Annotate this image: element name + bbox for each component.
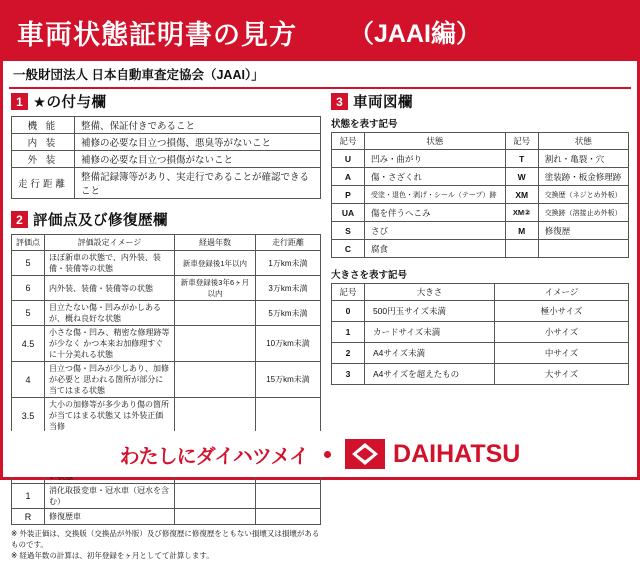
footnotes — [11, 529, 321, 562]
content-area — [3, 89, 637, 562]
table-header-row — [331, 133, 628, 150]
cell-symbol: UA — [331, 204, 364, 222]
cell-image: 目立つ傷・凹みが少しあり、加修が必要と 思われる箇所が部分に当てはまる状態 — [45, 362, 175, 398]
col-header-size-image: イメージ — [494, 284, 628, 301]
cell-image: 小さな傷・凹み、精密な修理跡等が少なく かつ本来お加修理すぐに十分美れる状態 — [45, 326, 175, 362]
table-row — [12, 134, 321, 151]
table-row — [12, 326, 321, 362]
cell-symbol: 1 — [331, 322, 364, 343]
col-header-years: 経過年数 — [174, 235, 255, 251]
cell-state: さび — [364, 222, 505, 240]
cell-score: 6 — [12, 276, 45, 301]
row-value: 整備、保証付きであること — [75, 117, 321, 134]
cell-years — [174, 362, 255, 398]
cell-symbol: 2 — [331, 343, 364, 364]
table-row — [331, 343, 628, 364]
cell-image: 消化取扱変車・冠水車（冠水を含む） — [45, 484, 175, 509]
cell-symbol: U — [331, 150, 364, 168]
cell-size: A4サイズ未満 — [364, 343, 494, 364]
cell-size: カードサイズ未満 — [364, 322, 494, 343]
table-header-row — [12, 235, 321, 251]
cell-km — [255, 509, 320, 525]
state-symbol-table — [331, 132, 629, 258]
section-2-title: 評価点及び修復歴欄 — [33, 213, 168, 229]
col-header-state-1: 状態 — [364, 133, 505, 150]
cell-km: 5万km未満 — [255, 301, 320, 326]
page-header — [3, 3, 637, 61]
page-title: 車両状態証明書の見方 — [17, 19, 297, 50]
table-row — [331, 150, 628, 168]
cell-size: 500円玉サイズ未満 — [364, 301, 494, 322]
table-row — [331, 322, 628, 343]
cell-state: 塗装跡・板金修理跡 — [538, 168, 628, 186]
cell-score: 4 — [12, 362, 45, 398]
cell-km — [255, 484, 320, 509]
cell-km: 1万km未満 — [255, 251, 320, 276]
cell-symbol: W — [505, 168, 538, 186]
row-key: 機 能 — [12, 117, 75, 134]
state-symbols-label: 状態を表す記号 — [330, 119, 398, 130]
cell-years — [174, 301, 255, 326]
cell-symbol: A — [331, 168, 364, 186]
right-column — [331, 89, 629, 562]
table-row — [12, 398, 321, 434]
cell-score: R — [12, 509, 45, 525]
brand-lockup — [345, 439, 520, 469]
table-header-row — [331, 284, 628, 301]
cell-size-image: 極小サイズ — [494, 301, 628, 322]
section-3-title: 車両図欄 — [352, 95, 413, 111]
table-row — [331, 222, 628, 240]
cell-score: 4.5 — [12, 326, 45, 362]
cell-state — [538, 240, 628, 258]
col-header-size-symbol: 記号 — [331, 284, 364, 301]
table-row — [331, 168, 628, 186]
cell-symbol: P — [331, 186, 364, 204]
cell-symbol: XM — [505, 186, 538, 204]
table-row — [331, 364, 628, 385]
cell-state: 受塗・退色・剥げ・シール（テープ）跡 — [364, 186, 505, 204]
page-footer — [3, 431, 637, 477]
table-row — [12, 362, 321, 398]
col-header-km: 走行距離 — [255, 235, 320, 251]
row-value: 補修の必要な目立つ損傷がないこと — [75, 151, 321, 168]
slogan-text: わたしにダイハツメイ — [119, 445, 309, 468]
row-key: 外 装 — [12, 151, 75, 168]
cell-years: 新車登録後1年以内 — [174, 251, 255, 276]
evaluation-score-table — [11, 234, 321, 525]
cell-image: 内外装、装備・装備等の状態 — [45, 276, 175, 301]
cell-state: 傷を伴うへこみ — [364, 204, 505, 222]
row-key: 内 装 — [12, 134, 75, 151]
cell-km: 15万km未満 — [255, 362, 320, 398]
table-row — [12, 117, 321, 134]
table-row — [331, 186, 628, 204]
row-value: 整備記録簿等があり、実走行であることが確認できること — [75, 168, 321, 199]
cell-state: 交換歴（ネジとめ外板） — [538, 186, 628, 204]
section-3-heading — [331, 91, 629, 112]
cell-size-image: 大サイズ — [494, 364, 628, 385]
cell-km: 3万km未満 — [255, 276, 320, 301]
table-row — [331, 301, 628, 322]
cell-size-image: 小サイズ — [494, 322, 628, 343]
row-value: 補修の必要な目立つ損傷、悪臭等がないこと — [75, 134, 321, 151]
cell-state: 修復歴 — [538, 222, 628, 240]
cell-image: 大小の加修等が多少あり傷の箇所が当てはまる状態又 は外装正価当修 — [45, 398, 175, 434]
cell-symbol: M — [505, 222, 538, 240]
cell-symbol: 0 — [331, 301, 364, 322]
section-1-number: 1 — [11, 93, 28, 110]
cell-km: 10万km未満 — [255, 326, 320, 362]
col-header-symbol-2: 記号 — [505, 133, 538, 150]
cell-image: 目立たない傷・凹みがかしあるが、概ね良好な状態 — [45, 301, 175, 326]
page-title-suffix: （JAAI編） — [349, 20, 481, 48]
col-header-score: 評価点 — [12, 235, 45, 251]
footnote-2: ※ 経過年数の計算は、初年登録をヶ月としてて計算します。 — [11, 550, 214, 560]
section-1-title: ★の付与欄 — [33, 95, 107, 111]
section-3-number: 3 — [331, 93, 348, 110]
cell-score: 5 — [12, 251, 45, 276]
cell-years — [174, 509, 255, 525]
association-line: 一般財団法人 日本自動車査定協会（JAAI）」 — [13, 68, 264, 82]
cell-symbol: XM② — [505, 204, 538, 222]
cell-state: 傷・さざくれ — [364, 168, 505, 186]
table-row — [12, 151, 321, 168]
cell-score: 5 — [12, 301, 45, 326]
cell-years — [174, 484, 255, 509]
cell-years: 新車登録後3年6ヶ月以内 — [174, 276, 255, 301]
cell-image: ほぼ新車の状態で、内外装、装備・装備等の状態 — [45, 251, 175, 276]
cell-score: 1 — [12, 484, 45, 509]
footnote-1: ※ 外装正価は、交換版（交換品が外版）及び修復歴に修復歴をともない損壊又は損壊があるものです。 — [11, 529, 320, 549]
cell-symbol: S — [331, 222, 364, 240]
cell-image: 修復歴車 — [45, 509, 175, 525]
col-header-image: 評価設定イメージ — [45, 235, 175, 251]
size-symbol-table — [331, 283, 629, 385]
col-header-symbol-1: 記号 — [331, 133, 364, 150]
col-header-size: 大きさ — [364, 284, 494, 301]
table-row — [12, 509, 321, 525]
col-header-state-2: 状態 — [538, 133, 628, 150]
section-2-number: 2 — [11, 211, 28, 228]
cell-size-image: 中サイズ — [494, 343, 628, 364]
table-row — [12, 276, 321, 301]
row-key: 走行距離 — [12, 168, 75, 199]
cell-years — [174, 398, 255, 434]
cell-state: 交換跡（溶接止め外板） — [538, 204, 628, 222]
table-row — [12, 484, 321, 509]
star-criteria-table — [11, 116, 321, 199]
table-row — [12, 168, 321, 199]
cell-symbol — [505, 240, 538, 258]
cell-km — [255, 398, 320, 434]
cell-size: A4サイズを超えたもの — [364, 364, 494, 385]
slogan-dot-icon — [324, 451, 331, 458]
cell-state: 腐食 — [364, 240, 505, 258]
table-row — [331, 204, 628, 222]
section-1-heading — [11, 91, 321, 112]
cell-score: 3.5 — [12, 398, 45, 434]
cell-state: 凹み・曲がり — [364, 150, 505, 168]
table-row — [12, 301, 321, 326]
section-2-heading — [11, 209, 321, 230]
left-column — [11, 89, 321, 562]
cell-symbol: C — [331, 240, 364, 258]
cell-symbol: 3 — [331, 364, 364, 385]
cell-symbol: T — [505, 150, 538, 168]
daihatsu-logo-icon — [345, 439, 385, 469]
table-row — [331, 240, 628, 258]
cell-state: 割れ・亀裂・穴 — [538, 150, 628, 168]
size-symbols-label: 大きさを表す記号 — [330, 270, 407, 281]
brand-name: DAIHATSU — [393, 439, 521, 468]
table-row — [12, 251, 321, 276]
cell-years — [174, 326, 255, 362]
